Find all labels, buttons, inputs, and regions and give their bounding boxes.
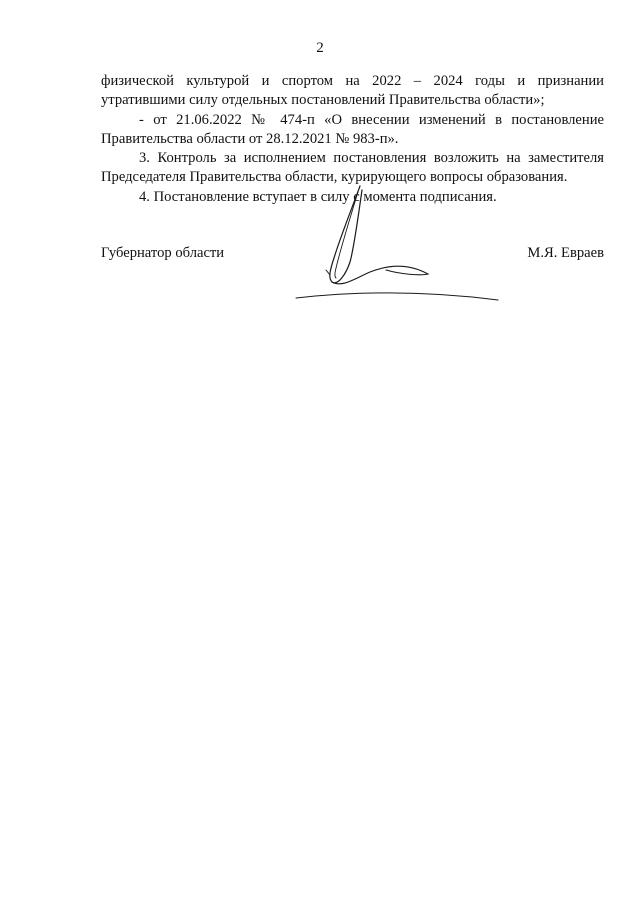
handwritten-signature [290, 178, 505, 308]
signature-stroke-main [330, 186, 362, 283]
signature-stroke-sweep [332, 266, 428, 284]
page-number: 2 [316, 40, 324, 56]
signatory-name: М.Я. Евраев [527, 245, 604, 261]
paragraph-continuation: физической культурой и спортом на 2022 – 2024 годы и признании утратившими силу отдельных постановлений Правительства области»; [101, 73, 604, 109]
signature-stroke-inner [335, 192, 358, 278]
paragraph-list-item: - от 21.06.2022 № 474-п «О внесении изменений в постановление Правительства области от 28.12.2021 № 983-п». [101, 111, 604, 147]
signature-stroke-tick [326, 270, 330, 275]
paragraph-effective-clause: 4. Постановление вступает в силу с момента подписания. [139, 188, 497, 205]
signatory-title: Губернатор области [101, 245, 225, 261]
paragraph-control-clause: 3. Контроль за исполнением постановления возложить на заместителя Председателя Правительства области, курирующего вопросы образования. [101, 150, 604, 186]
signature-underline [296, 293, 498, 300]
